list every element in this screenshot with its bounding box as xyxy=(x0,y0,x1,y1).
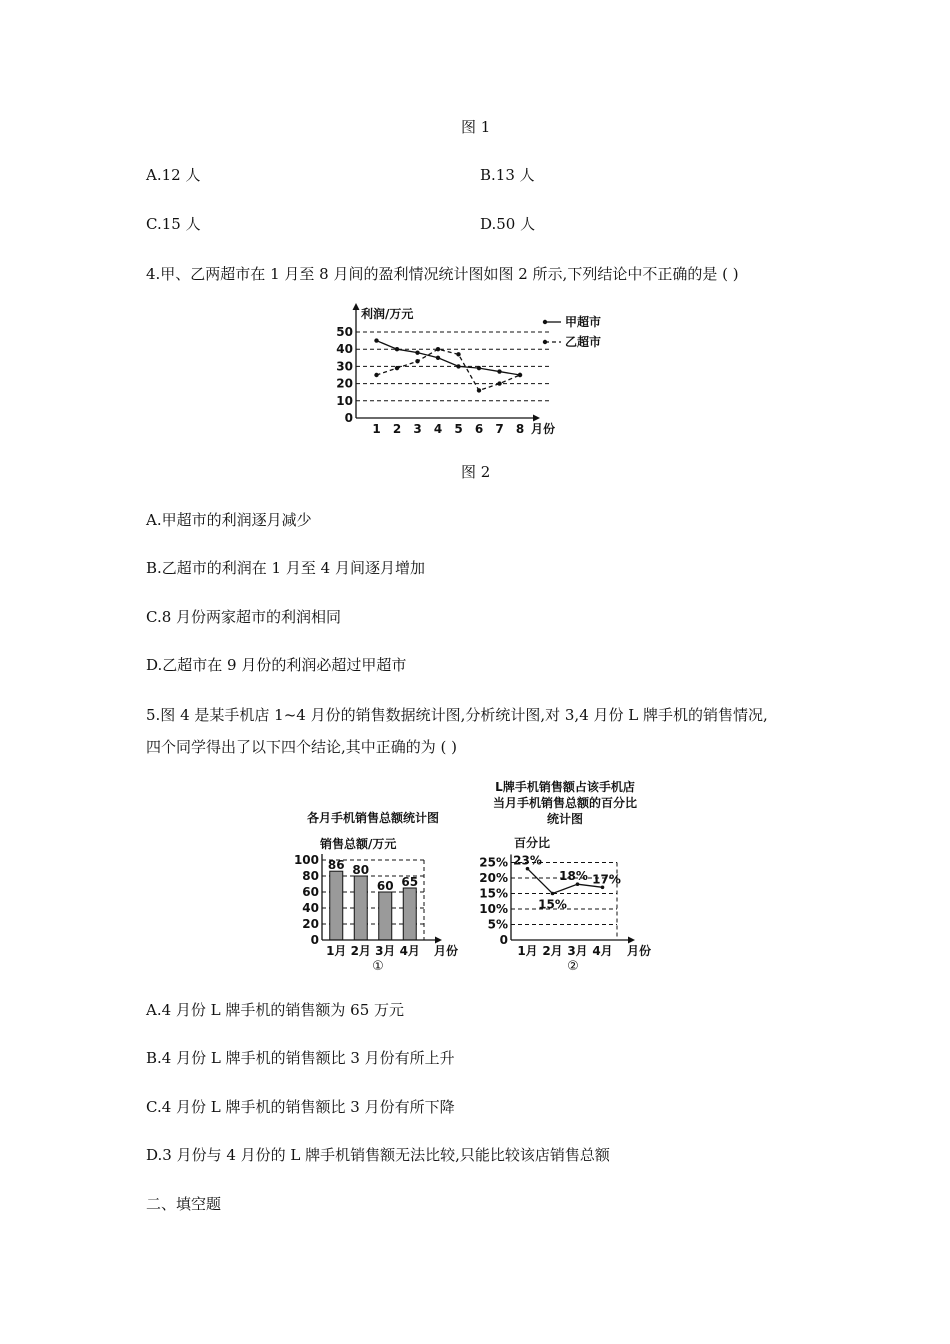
bar xyxy=(403,888,416,940)
x-axis-arrow xyxy=(628,937,635,944)
x-tick-label: 2月 xyxy=(350,944,371,958)
data-label: 17% xyxy=(592,872,621,887)
chart-title: 各月手机销售总额统计图 xyxy=(306,811,440,825)
data-point xyxy=(497,381,501,385)
profit-line-chart xyxy=(335,300,625,440)
data-point xyxy=(415,350,419,354)
data-point xyxy=(395,347,399,351)
y-tick-label: 50 xyxy=(336,325,353,339)
y-axis-arrow xyxy=(353,303,360,310)
y-tick-label: 10% xyxy=(479,902,508,916)
data-label: 60 xyxy=(376,879,394,893)
x-tick-label: 8 xyxy=(515,422,525,436)
x-tick-label: 3 xyxy=(413,422,422,436)
y-tick-label: 100 xyxy=(293,853,319,867)
legend-label: 乙超市 xyxy=(565,335,602,349)
y-tick-label: 40 xyxy=(302,901,319,915)
figure-marker: ① xyxy=(372,959,384,974)
q4-stem: 4.甲、乙两超市在 1 月至 8 月间的盈利情况统计图如图 2 所示,下列结论中不正确的是 ( ) xyxy=(146,265,739,283)
y-axis-label: 百分比 xyxy=(514,836,551,850)
q3-option-d: D.50 人 xyxy=(480,215,536,233)
q3-option-b: B.13 人 xyxy=(480,166,535,184)
y-axis-label: 销售总额/万元 xyxy=(320,837,397,851)
q5-option-b: B.4 月份 L 牌手机的销售额比 3 月份有所上升 xyxy=(146,1049,455,1067)
x-tick-label: 1月 xyxy=(517,944,538,958)
figure-2-caption: 图 2 xyxy=(461,463,491,481)
chart-title-line: 当月手机销售总额的百分比 xyxy=(492,796,638,810)
monthly-sales-bar-chart xyxy=(285,800,470,980)
q3-option-a: A.12 人 xyxy=(146,166,201,184)
y-axis-label: 利润/万元 xyxy=(361,307,414,321)
data-label: 15% xyxy=(538,897,567,912)
bar xyxy=(354,876,367,940)
data-point xyxy=(497,369,501,373)
figure-1-caption: 图 1 xyxy=(461,118,491,136)
section-title: 二、填空题 xyxy=(146,1195,222,1213)
q5-stem-line-1: 5.图 4 是某手机店 1~4 月份的销售数据统计图,分析统计图,对 3,4 月份 L 牌手机的销售情况, xyxy=(146,706,768,724)
x-tick-label: 1 xyxy=(372,422,381,436)
y-tick-label: 60 xyxy=(302,885,319,899)
y-tick-label: 20 xyxy=(302,917,319,931)
y-tick-label: 10 xyxy=(336,393,353,408)
data-label: 80 xyxy=(352,863,370,877)
q5-option-d: D.3 月份与 4 月份的 L 牌手机销售额无法比较,只能比较该店销售总额 xyxy=(146,1146,610,1164)
data-point xyxy=(456,352,460,356)
data-label: 86 xyxy=(327,858,345,873)
y-tick-label: 15% xyxy=(479,886,508,901)
y-tick-label: 40 xyxy=(336,342,353,357)
data-point xyxy=(477,388,481,392)
x-tick-label: 2 xyxy=(392,422,402,436)
x-axis-arrow xyxy=(435,937,442,944)
data-label: 65 xyxy=(401,875,419,889)
x-axis-label: 月份 xyxy=(531,422,556,436)
x-tick-label: 4月 xyxy=(399,944,420,958)
y-tick-label: 0 xyxy=(499,933,508,947)
x-tick-label: 1月 xyxy=(326,944,347,958)
brand-share-line-chart xyxy=(470,775,665,980)
y-tick-label: 25% xyxy=(479,855,508,870)
x-axis-label: 月份 xyxy=(434,944,459,958)
x-axis-arrow xyxy=(533,415,540,422)
x-tick-label: 2月 xyxy=(542,944,563,958)
x-tick-label: 5 xyxy=(454,422,463,436)
data-point xyxy=(456,364,460,368)
chart-title-line: L牌手机销售额占该手机店 xyxy=(495,780,635,794)
data-label: 18% xyxy=(559,869,588,884)
data-label: 23% xyxy=(513,853,542,868)
y-tick-label: 20% xyxy=(479,871,508,885)
y-tick-label: 30 xyxy=(336,359,353,374)
bar xyxy=(379,892,392,940)
y-tick-label: 0 xyxy=(310,933,319,947)
q5-option-c: C.4 月份 L 牌手机的销售额比 3 月份有所下降 xyxy=(146,1098,455,1116)
bar xyxy=(330,871,343,940)
q4-option-d: D.乙超市在 9 月份的利润必超过甲超市 xyxy=(146,656,407,674)
x-tick-label: 7 xyxy=(495,422,504,436)
q3-option-c: C.15 人 xyxy=(146,215,201,233)
data-point xyxy=(436,347,440,351)
chart-title-line: 统计图 xyxy=(546,812,584,826)
y-tick-label: 0 xyxy=(344,411,353,425)
y-tick-label: 80 xyxy=(302,869,319,883)
data-point xyxy=(374,338,378,342)
data-point xyxy=(551,892,555,896)
y-tick-label: 20 xyxy=(336,376,353,391)
q4-option-a: A.甲超市的利润逐月减少 xyxy=(146,511,312,529)
x-tick-label: 4月 xyxy=(592,944,613,958)
q4-option-b: B.乙超市的利润在 1 月至 4 月间逐月增加 xyxy=(146,559,425,577)
x-tick-label: 3月 xyxy=(375,944,396,958)
x-tick-label: 6 xyxy=(474,422,484,436)
x-tick-label: 4 xyxy=(433,422,443,436)
data-point xyxy=(415,359,419,363)
q4-option-c: C.8 月份两家超市的利润相同 xyxy=(146,608,342,626)
q5-option-a: A.4 月份 L 牌手机的销售额为 65 万元 xyxy=(146,1001,405,1019)
data-point xyxy=(374,373,378,377)
x-tick-label: 3月 xyxy=(567,944,588,958)
data-point xyxy=(436,356,440,360)
y-tick-label: 5% xyxy=(487,917,508,932)
x-axis-label: 月份 xyxy=(627,944,652,958)
data-point xyxy=(518,373,522,377)
figure-marker: ② xyxy=(567,959,579,974)
legend-label: 甲超市 xyxy=(565,315,602,329)
q5-stem-line-2: 四个同学得出了以下四个结论,其中正确的为 ( ) xyxy=(146,738,458,756)
data-point xyxy=(395,366,399,370)
data-point xyxy=(477,366,481,370)
